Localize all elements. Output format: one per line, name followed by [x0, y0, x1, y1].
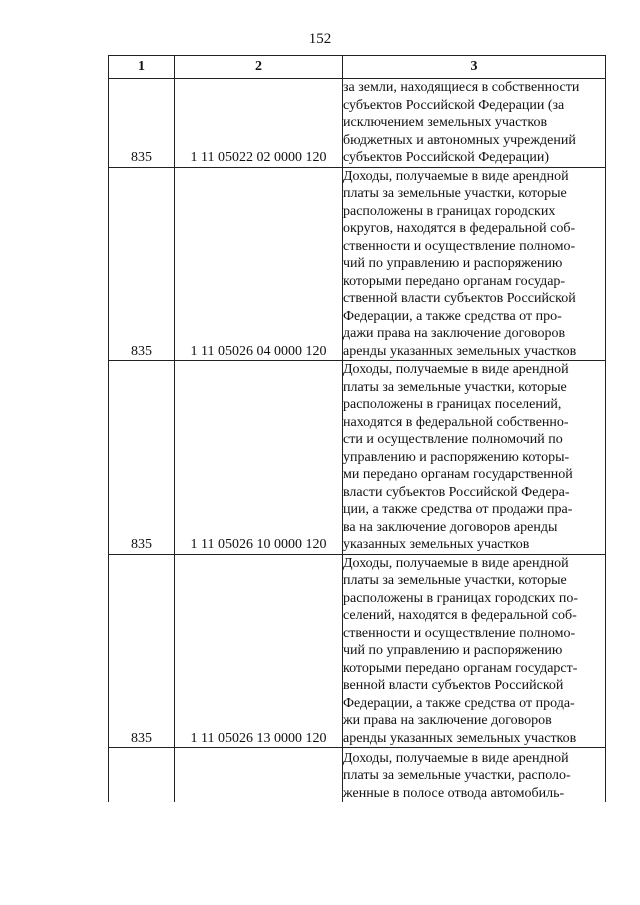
description-line: расположены в границах городских по-: [343, 590, 579, 606]
description-cell: [343, 79, 606, 168]
description-line: Доходы, получаемые в виде арендной: [343, 168, 569, 184]
column-header-2: 2: [175, 56, 343, 79]
description-line: аренды указанных земельных участков: [343, 730, 577, 746]
description-line: исключением земельных участков: [343, 115, 548, 130]
description-line: ственности и осуществление полномо-: [343, 238, 576, 254]
description-line: которыми передано органам государ-: [343, 273, 566, 289]
description-line: аренды указанных земельных участков: [343, 343, 577, 359]
description-line: чий по управлению и распоряжению: [343, 643, 563, 658]
description-line: расположены в границах поселений,: [343, 397, 562, 412]
description-line: платы за земельные участки, которые: [343, 379, 567, 395]
admin-code-cell: 835: [109, 361, 175, 555]
budget-code-cell: [175, 748, 343, 803]
description-line: Доходы, получаемые в виде арендной: [343, 555, 569, 571]
description-line: селений, находятся в федеральной соб-: [343, 608, 577, 623]
description-line: ми передано органам государственной: [343, 467, 573, 482]
description-line: субъектов Российской Федерации): [343, 150, 550, 165]
description-line: венной власти субъектов Российской: [343, 678, 564, 693]
description-line: чий по управлению и распоряжению: [343, 256, 563, 271]
description-line: женные в полосе отвода автомобиль-: [343, 785, 565, 801]
description-line: которыми передано органам государст-: [343, 660, 578, 676]
description-line: жи права на заключение договоров: [343, 713, 552, 728]
description-line: ственности и осуществление полномо-: [343, 625, 576, 641]
description-line: дажи права на заключение договоров: [343, 326, 566, 341]
description-line: ственной власти субъектов Российской: [343, 291, 576, 306]
description-cell: [343, 167, 606, 361]
table-row: [109, 361, 606, 555]
description-line: указанных земельных участков: [343, 537, 530, 552]
column-header-3: 3: [343, 56, 606, 79]
description-cell: [343, 361, 606, 555]
description-cell: [343, 554, 606, 748]
budget-code-cell: 1 11 05026 04 0000 120: [175, 167, 343, 361]
description-line: платы за земельные участки, которые: [343, 573, 567, 588]
description-line: бюджетных и автономных учреждений: [343, 132, 576, 148]
table-row: [109, 167, 606, 361]
description-line: расположены в границах городских: [343, 203, 556, 219]
description-line: ва на заключение договоров аренды: [343, 519, 558, 535]
description-line: платы за земельные участки, которые: [343, 186, 567, 201]
budget-code-cell: 1 11 05026 13 0000 120: [175, 554, 343, 748]
table-header-row: [109, 56, 606, 79]
description-line: сти и осуществление полномочий по: [343, 432, 563, 447]
description-line: Федерации, а также средства от про-: [343, 308, 562, 324]
description-line: платы за земельные участки, располо-: [343, 768, 571, 783]
description-line: ции, а также средства от продажи пра-: [343, 502, 573, 517]
revenue-code-table: [108, 55, 606, 802]
description-line: Доходы, получаемые в виде арендной: [343, 750, 569, 766]
description-line: за земли, находящиеся в собственности: [343, 80, 580, 95]
admin-code-cell: 835: [109, 79, 175, 168]
description-line: Федерации, а также средства от прода-: [343, 695, 575, 711]
budget-code-cell: 1 11 05022 02 0000 120: [175, 79, 343, 168]
admin-code-cell: 835: [109, 554, 175, 748]
table-row: [109, 554, 606, 748]
description-line: находятся в федеральной собственно-: [343, 414, 569, 430]
admin-code-cell: 835: [109, 167, 175, 361]
budget-code-cell: 1 11 05026 10 0000 120: [175, 361, 343, 555]
description-line: округов, находятся в федеральной соб-: [343, 221, 576, 236]
description-cell: [343, 748, 606, 803]
column-header-1: 1: [109, 56, 175, 79]
description-line: власти субъектов Российской Федера-: [343, 484, 570, 500]
page-number: 152: [308, 31, 332, 47]
description-line: управлению и распоряжению которы-: [343, 449, 570, 465]
description-line: субъектов Российской Федерации (за: [343, 97, 565, 113]
description-line: Доходы, получаемые в виде арендной: [343, 362, 569, 377]
table-row: [109, 748, 606, 803]
admin-code-cell: [109, 748, 175, 803]
table-row: [109, 79, 606, 168]
